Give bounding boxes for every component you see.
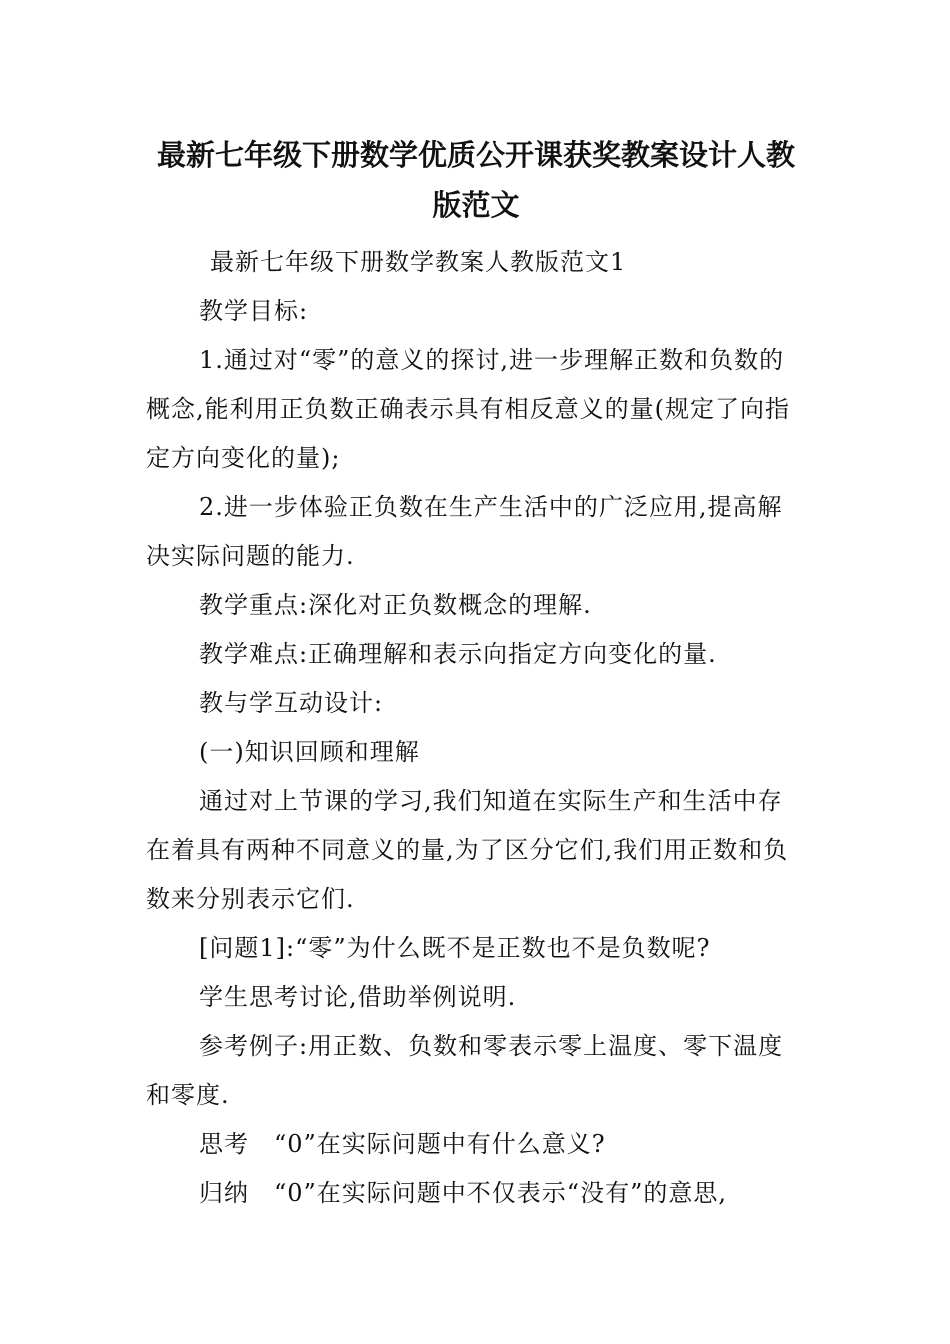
paragraph-interaction-design: 教与学互动设计: xyxy=(199,689,384,717)
paragraph-goal-2: 2.进一步体验正负数在生产生活中的广泛应用,提高解决实际问题的能力. xyxy=(146,493,783,570)
paragraph-summary: 归纳 “0”在实际问题中不仅表示“没有”的意思, xyxy=(199,1179,727,1207)
paragraph-think: 思考 “0”在实际问题中有什么意义? xyxy=(199,1130,606,1158)
paragraph-difficulty: 教学难点:正确理解和表示向指定方向变化的量. xyxy=(199,640,717,668)
paragraph-key-point: 教学重点:深化对正负数概念的理解. xyxy=(199,591,592,619)
paragraph-goal-1: 1.通过对“零”的意义的探讨,进一步理解正数和负数的概念,能利用正负数正确表示具有相反意义的量(规定了向指定方向变化的量); xyxy=(146,346,790,472)
paragraph-review-text: 通过对上节课的学习,我们知道在实际生产和生活中存在着具有两种不同意义的量,为了区分它们,我们用正数和负数来分别表示它们. xyxy=(146,787,789,913)
section-heading: 最新七年级下册数学教案人教版范文1 xyxy=(210,248,627,276)
document-page xyxy=(146,120,806,1218)
paragraph-question-1: [问题1]:“零”为什么既不是正数也不是负数呢? xyxy=(199,934,711,962)
paragraph-student-discussion: 学生思考讨论,借助举例说明. xyxy=(199,983,517,1011)
paragraph-reference-example: 参考例子:用正数、负数和零表示零上温度、零下温度和零度. xyxy=(146,1032,784,1109)
paragraph-knowledge-review: (一)知识回顾和理解 xyxy=(199,738,420,766)
document-title: 最新七年级下册数学优质公开课获奖教案设计人教版范文 xyxy=(156,138,795,222)
paragraph-teaching-goals: 教学目标: xyxy=(199,297,309,325)
